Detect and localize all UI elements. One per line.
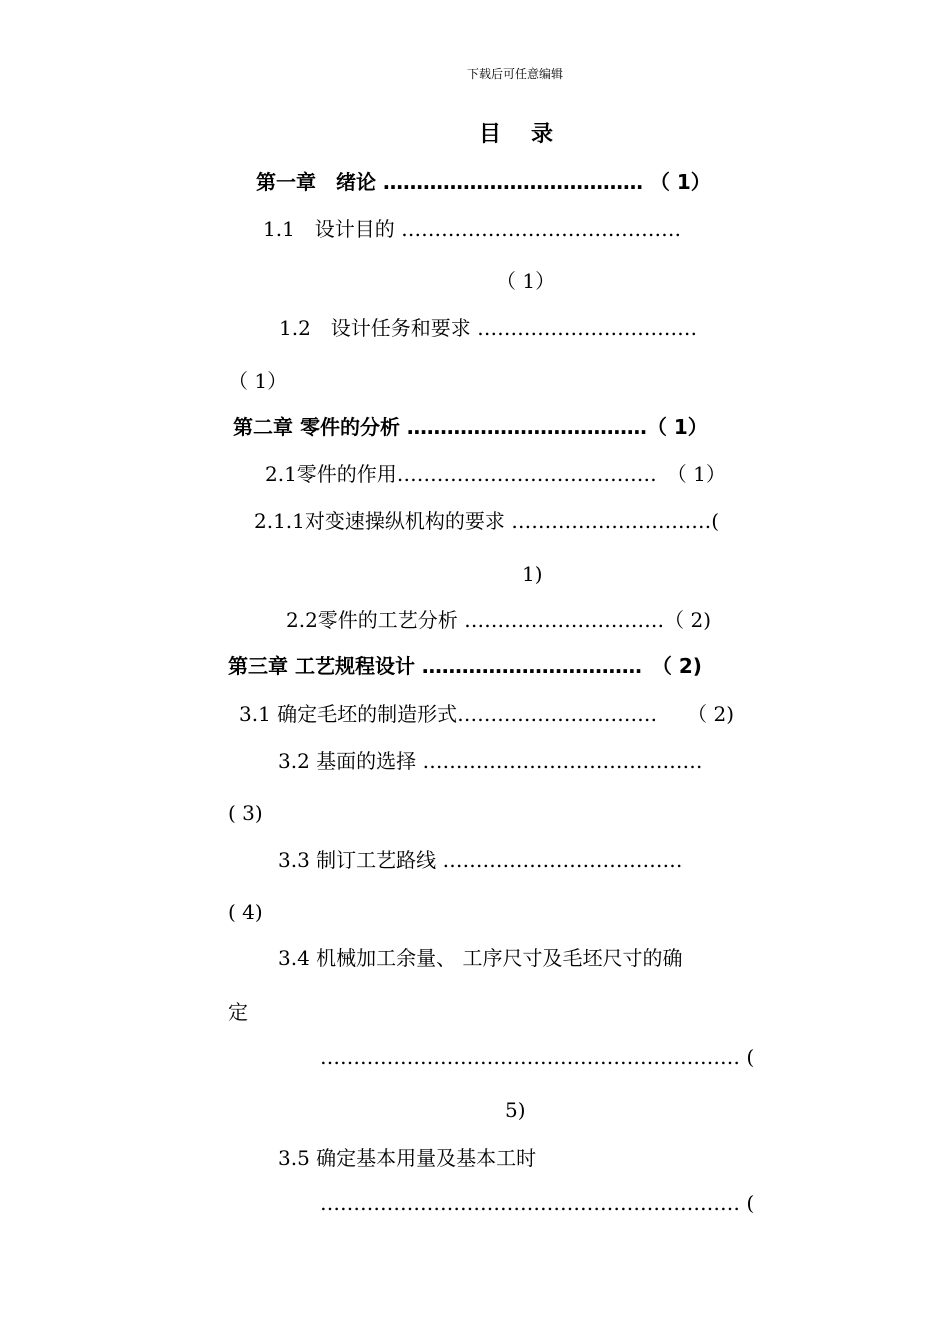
toc-chapter-2: 第二章 零件的分析 ………………………………（ 1） [233, 415, 708, 439]
toc-page-3-3: ( 4) [228, 900, 263, 924]
toc-title: 目录 [479, 122, 584, 147]
toc-leader-3-5: ……………………………………………………… ( [320, 1191, 755, 1215]
toc-page-3-4: 5) [505, 1098, 526, 1122]
toc-chapter-1: 第一章 绪论 ………………………………… （ 1） [256, 170, 711, 194]
toc-entry-3-4: 3.4 机械加工余量、 工序尺寸及毛坯尺寸的确 [278, 946, 683, 970]
toc-entry-3-5: 3.5 确定基本用量及基本工时 [278, 1146, 537, 1170]
toc-leader-3-4: ……………………………………………………… ( [320, 1045, 755, 1069]
toc-page-1-2: （ 1） [228, 369, 288, 393]
toc-entry-3-2: 3.2 基面的选择 …………………………………… [278, 749, 703, 773]
toc-entry-1-2: 1.2 设计任务和要求 …………………………… [279, 316, 698, 340]
toc-page-2-1-1: 1) [522, 562, 543, 586]
toc-entry-2-2: 2.2零件的工艺分析 …………………………（ 2) [286, 608, 712, 632]
toc-entry-2-1-1: 2.1.1对变速操纵机构的要求 …………………………( [254, 509, 720, 533]
toc-chapter-3: 第三章 工艺规程设计 …………………………… （ 2) [228, 654, 702, 678]
page-header: 下载后可任意编辑 [467, 67, 564, 81]
toc-page-1-1: （ 1） [496, 269, 556, 293]
toc-entry-2-1: 2.1零件的作用………………………………… （ 1） [265, 462, 726, 486]
toc-entry-3-3: 3.3 制订工艺路线 ……………………………… [278, 848, 683, 872]
toc-page-3-2: ( 3) [228, 801, 263, 825]
toc-entry-1-1: 1.1 设计目的 …………………………………… [263, 217, 682, 241]
toc-entry-3-4-cont: 定 [228, 1000, 248, 1024]
toc-entry-3-1: 3.1 确定毛坯的制造形式………………………… （ 2) [239, 702, 735, 726]
